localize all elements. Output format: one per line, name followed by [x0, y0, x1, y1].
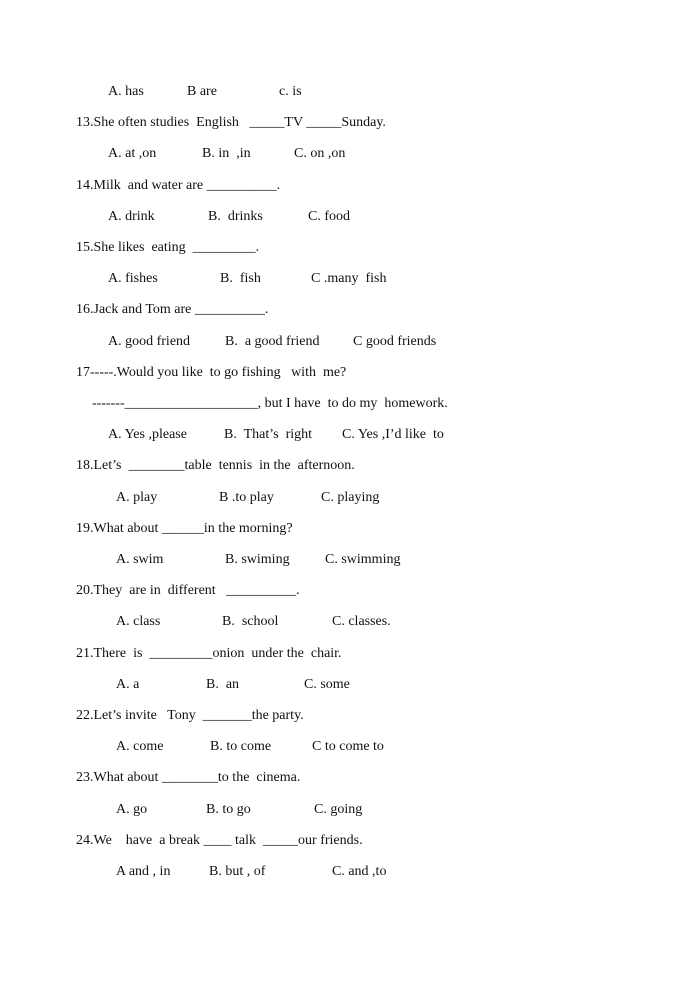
q17-reply: -------___________________, but I have to do my homework.	[92, 396, 448, 411]
q19-option-b: B. swiming	[225, 552, 290, 567]
q23-option-a: A. go	[116, 802, 148, 817]
q19-stem: 19.What about ______in the morning?	[76, 521, 293, 536]
q13-option-a: A. at ,on	[108, 146, 157, 161]
q21-option-a: A. a	[116, 677, 140, 692]
q15-option-b: B. fish	[220, 271, 261, 286]
q22-option-c: C to come to	[312, 739, 384, 754]
q17-option-c: C. Yes ,I’d like to	[342, 427, 444, 442]
q24-stem: 24.We have a break ____ talk _____our friends.	[76, 833, 363, 848]
q17-option-b: B. That’s right	[224, 427, 313, 442]
q12-option-b: B are	[187, 84, 217, 99]
q20-option-b: B. school	[222, 614, 279, 629]
q12-option-a: A. has	[108, 84, 144, 99]
q13-stem: 13.She often studies English _____TV _____Sunday.	[76, 115, 386, 130]
q17-stem: 17-----.Would you like to go fishing with me?	[76, 365, 347, 380]
q17-option-a: A. Yes ,please	[108, 427, 187, 442]
q20-option-c: C. classes.	[332, 614, 391, 629]
q14-option-c: C. food	[308, 209, 350, 224]
q18-option-b: B .to play	[219, 490, 274, 505]
q14-option-b: B. drinks	[208, 209, 263, 224]
q13-option-c: C. on ,on	[294, 146, 346, 161]
q23-option-b: B. to go	[206, 802, 251, 817]
q24-option-a: A and , in	[116, 864, 171, 879]
q24-option-c: C. and ,to	[332, 864, 387, 879]
q15-option-c: C .many fish	[311, 271, 387, 286]
q18-stem: 18.Let’s ________table tennis in the afternoon.	[76, 458, 355, 473]
q20-stem: 20.They are in different __________.	[76, 583, 300, 598]
q23-stem: 23.What about ________to the cinema.	[76, 770, 301, 785]
q18-option-c: C. playing	[321, 490, 380, 505]
q16-option-c: C good friends	[353, 334, 437, 349]
q14-stem: 14.Milk and water are __________.	[76, 178, 281, 193]
q15-option-a: A. fishes	[108, 271, 158, 286]
q16-stem: 16.Jack and Tom are __________.	[76, 302, 269, 317]
q15-stem: 15.She likes eating _________.	[76, 240, 260, 255]
q14-option-a: A. drink	[108, 209, 155, 224]
q12-option-c: c. is	[279, 84, 302, 99]
q20-option-a: A. class	[116, 614, 161, 629]
q22-option-a: A. come	[116, 739, 164, 754]
q21-option-b: B. an	[206, 677, 240, 692]
q24-option-b: B. but , of	[209, 864, 266, 879]
q19-option-a: A. swim	[116, 552, 164, 567]
q13-option-b: B. in ,in	[202, 146, 251, 161]
q23-option-c: C. going	[314, 802, 363, 817]
q21-option-c: C. some	[304, 677, 350, 692]
q16-option-b: B. a good friend	[225, 334, 320, 349]
q22-stem: 22.Let’s invite Tony _______the party.	[76, 708, 304, 723]
q16-option-a: A. good friend	[108, 334, 191, 349]
q22-option-b: B. to come	[210, 739, 272, 754]
q18-option-a: A. play	[116, 490, 158, 505]
q19-option-c: C. swimming	[325, 552, 401, 567]
q21-stem: 21.There is _________onion under the chair.	[76, 646, 342, 661]
